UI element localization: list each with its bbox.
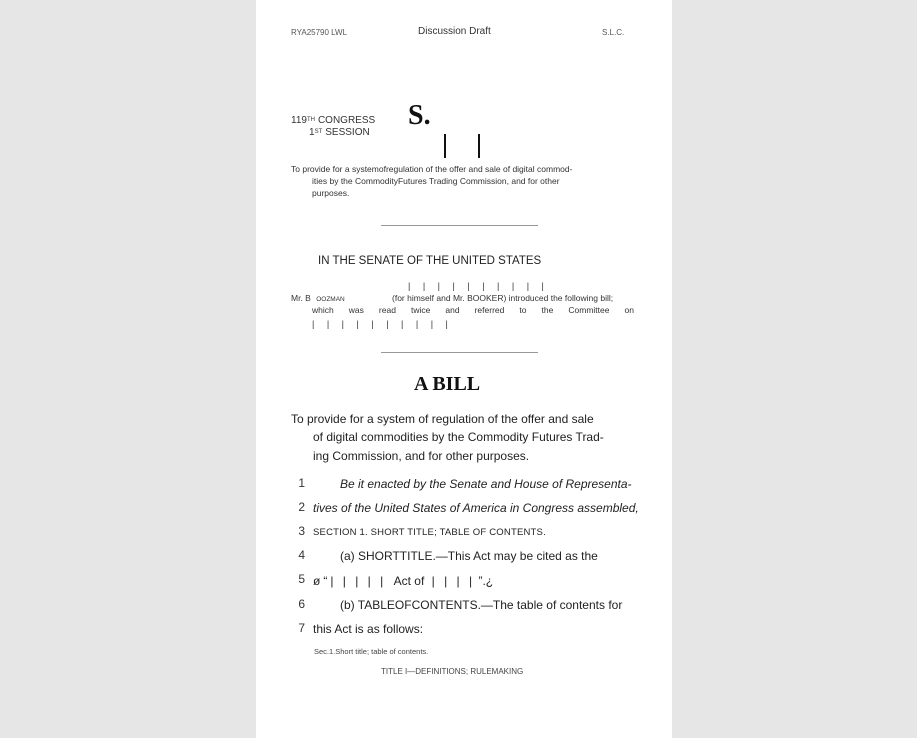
enacting-clause: tives of the United States of America in Congress assembled, <box>313 501 639 515</box>
bill-number-prefix: S. <box>408 100 431 131</box>
redaction-bar <box>478 134 480 158</box>
introduction-word: which <box>312 305 334 315</box>
introduction-word: on <box>624 305 634 315</box>
document-page <box>256 0 672 738</box>
purpose-line: To provide for a system of regulation of the offer and sale <box>291 412 594 426</box>
congress-number-value: 119 <box>291 115 307 126</box>
redaction-bar <box>444 134 446 158</box>
divider <box>381 225 538 226</box>
placeholder-ticks: ø“| | | | | <box>313 574 387 588</box>
introduction-word: to <box>519 305 527 315</box>
summary-line: To provide for a systemofregulation of the offer and sale of digital commod- <box>291 164 573 174</box>
discussion-draft-label: Discussion Draft <box>418 26 491 37</box>
introduction-line-2 <box>312 304 634 316</box>
introduction-word: and <box>445 305 460 315</box>
session-number <box>309 126 370 139</box>
introduction-word: referred <box>474 305 505 315</box>
session-number-suffix: ST <box>314 129 323 135</box>
congress-number-suffix: TH <box>306 117 315 123</box>
toc-entry: Sec.1.Short title; table of contents. <box>314 647 429 656</box>
introduction-rest: (for himself and Mr. BOOKER) introduced the following bill; <box>392 293 614 303</box>
purpose-line: of digital commodities by the Commodity Futures Trad- <box>313 430 604 444</box>
line-number: 5 <box>298 572 305 586</box>
placeholder-ticks: | | | | | | | | | | <box>408 281 549 291</box>
toc-clause: this Act is as follows: <box>313 622 424 636</box>
toc-title: TITLE I—DEFINITIONS; RULEMAKING <box>381 667 524 676</box>
introduction-word: Committee <box>568 305 610 315</box>
sponsor-prefix: Mr. B <box>291 293 311 303</box>
draft-id: RYA25790 LWL <box>291 28 348 37</box>
purpose-line: ing Commission, and for other purposes. <box>313 449 530 463</box>
senate-heading: IN THE SENATE OF THE UNITED STATES <box>318 255 542 267</box>
introduction-word: read <box>378 305 396 315</box>
line-number: 1 <box>298 476 305 490</box>
closing-quote: ”.¿ <box>478 574 494 588</box>
session-number-value: 1 <box>309 127 315 138</box>
enacting-clause: Be it enacted by the Senate and House of Representa- <box>340 477 632 491</box>
divider <box>381 352 538 353</box>
bill-title: A BILL <box>414 373 481 395</box>
short-title-placeholder <box>313 572 493 591</box>
section-heading: SECTION 1. SHORT TITLE; TABLE OF CONTENTS. <box>313 527 546 538</box>
placeholder-ticks: | | | | <box>431 574 476 588</box>
short-title-clause: (a) SHORTTITLE.—This Act may be cited as the <box>340 549 598 563</box>
line-number: 2 <box>298 500 305 514</box>
introduction-word: twice <box>410 305 431 315</box>
introduction-word: was <box>348 305 364 315</box>
summary-line: purposes. <box>312 188 350 198</box>
line-number: 4 <box>298 548 305 562</box>
toc-clause: (b) TABLEOFCONTENTS.—The table of contents for <box>340 598 623 612</box>
sponsor-name: OOZMAN <box>316 296 345 303</box>
introduction-word: the <box>541 305 554 315</box>
line-number: 7 <box>298 621 305 635</box>
slc-label: S.L.C. <box>602 28 625 37</box>
act-of-label: Act of <box>393 574 425 588</box>
placeholder-ticks: | | | | | | | | | | <box>312 319 453 329</box>
line-number: 3 <box>298 524 305 538</box>
congress-label: CONGRESS <box>317 115 376 126</box>
session-label: SESSION <box>325 127 370 138</box>
line-number: 6 <box>298 597 305 611</box>
summary-line: ities by the CommodityFutures Trading Commission, and for other <box>312 176 560 186</box>
